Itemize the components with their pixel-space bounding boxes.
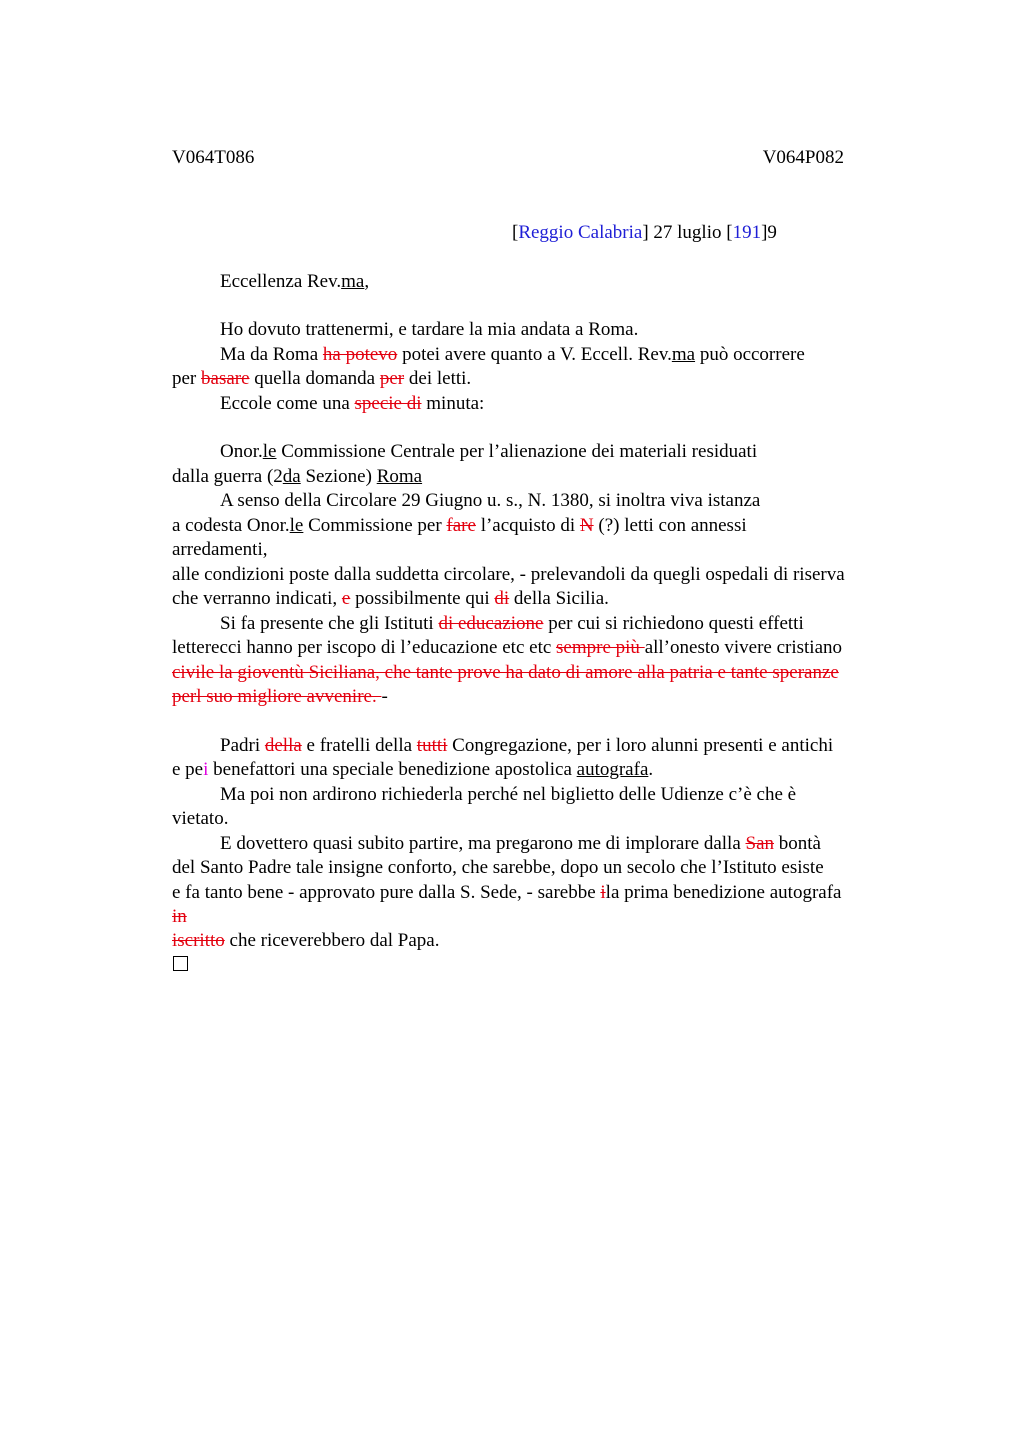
paragraph-6-line-2: e pei benefattori una speciale benedizione apostolica autografa. (172, 759, 654, 780)
paragraph-3: Eccole come una specie di minuta: (220, 393, 485, 414)
paragraph-5-line-2: letterecci hanno per iscopo di l’educazione etc etc sempre più all’onesto vivere cristiano (172, 637, 843, 658)
paragraph-5-line-1: Si fa presente che gli Istituti di educazione per cui si richiedono questi effetti (220, 613, 804, 634)
header-right-code: V064P082 (762, 147, 844, 168)
paragraph-5-line-4: perl suo migliore avvenire. - (172, 686, 388, 707)
paragraph-5-line-3: civile la gioventù Siciliana, che tante prove ha dato di amore alla patria e tante speranze (172, 662, 839, 683)
paragraph-4-line-2: a codesta Onor.le Commissione per fare l’acquisto di N (?) letti con annessi (172, 515, 747, 536)
paragraph-8-line-1: E dovettero quasi subito partire, ma pregarono me di implorare dalla San bontà (220, 833, 821, 854)
paragraph-1: Ho dovuto trattenermi, e tardare la mia andata a Roma. (220, 319, 639, 340)
end-marker-box (173, 956, 188, 971)
address-line-1: Onor.le Commissione Centrale per l’alienazione dei materiali residuati (220, 441, 758, 462)
paragraph-8-line-4: in (172, 906, 187, 927)
dateline: [Reggio Calabria] 27 luglio [191]9 (512, 222, 777, 243)
paragraph-4-line-1: A senso della Circolare 29 Giugno u. s., N. 1380, si inoltra viva istanza (220, 490, 761, 511)
paragraph-4-line-3: arredamenti, (172, 539, 268, 560)
paragraph-4-line-5: che verranno indicati, e possibilmente qui di della Sicilia. (172, 588, 609, 609)
address-line-2: dalla guerra (2da Sezione) Roma (172, 466, 423, 487)
paragraph-8-line-2: del Santo Padre tale insigne conforto, che sarebbe, dopo un secolo che l’Istituto esiste (172, 857, 824, 878)
paragraph-7-line-1: Ma poi non ardirono richiederla perché nel biglietto delle Udienze c’è che è (220, 784, 797, 805)
year-part: 191 (732, 222, 762, 243)
paragraph-7-line-2: vietato. (172, 808, 229, 829)
salutation: Eccellenza Rev.ma, (220, 271, 370, 292)
paragraph-2-line-1: Ma da Roma ha potevo potei avere quanto a V. Eccell. Rev.ma può occorrere (220, 344, 805, 365)
paragraph-8-line-3: e fa tanto bene - approvato pure dalla S. Sede, - sarebbe ila prima benedizione autografa (172, 882, 842, 903)
header-left-code: V064T086 (172, 147, 255, 168)
paragraph-4-line-4: alle condizioni poste dalla suddetta circolare, - prelevandoli da quegli ospedali di riserva (172, 564, 845, 585)
place-name: Reggio Calabria (518, 222, 643, 243)
paragraph-6-line-1: Padri della e fratelli della tutti Congregazione, per i loro alunni presenti e antichi (220, 735, 834, 756)
paragraph-2-line-2: per basare quella domanda per dei letti. (172, 368, 472, 389)
paragraph-8-line-5: iscritto che riceverebbero dal Papa. (172, 930, 440, 951)
